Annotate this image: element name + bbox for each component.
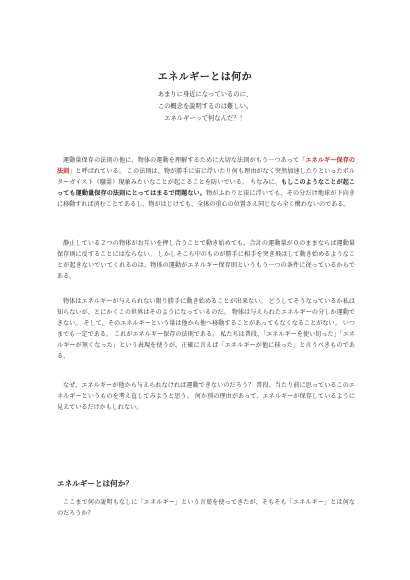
bold-statement: もしこのようなことが起こっても運動量保存の法則にとってはまるで問題ない。 <box>57 179 355 198</box>
highlight-term: エネルギー保存の法則 <box>57 157 355 176</box>
paragraph-text: 静止している２つの物体がお互いを押し合うことで動き始めても、合計の運動量が０のままならば運動量保存則に反することにはならない。 しかしそこら中のものが勝手に相手を突き飛ばして動き始めるようなことが起きないでいてくれるのは、物体の運動がエネルギー保存則というもう一つの条件に従っているからである。 <box>57 240 355 281</box>
paragraph-text: なぜ、エネルギーが他から与えられなければ運動できないのだろう？ 普段、当たり前に思っているこのエネルギーというものを考え直してみようと思う。 何か別の理由があって、エネルギーが保存しているように見えているだけかもしれない。 <box>57 382 355 412</box>
paragraph-2 <box>57 238 355 282</box>
section-heading: エネルギーとは何か？ <box>57 479 133 488</box>
intro-line: エネルギーって何なんだ？！ <box>164 115 246 122</box>
paragraph-5 <box>57 497 355 519</box>
paragraph-4 <box>57 380 355 413</box>
paragraph-3 <box>57 296 355 363</box>
intro-block <box>0 89 410 125</box>
page-title: エネルギーとは何か <box>157 72 253 83</box>
paragraph-1 <box>57 155 355 210</box>
paragraph-text: 」と呼ばれている。 この法則は、物が勝手に宙に浮いたり何も理由がなく突然加速したりといったポルターガイスト（騒霊）現象みたいなことが起こることを防いでいる。 ちなみに、 <box>57 168 356 187</box>
intro-line: あまりに身近になっているのに、 <box>157 91 253 98</box>
paragraph-text: 運動量保存の法則の他に、物体の運動を理解するために大切な法則がもう一つあって「 <box>63 157 306 164</box>
intro-line: この概念を説明するのは難しい。 <box>157 103 253 110</box>
paragraph-text: 物体はエネルギーが与えられない限り勝手に動き始めることが出来ない。 どうしてそうなっているか私は知らないが、とにかくこの世界はそのようになっているのだ。 物体は与えられたエネルギーの分しか運動できない。 そして、そのエネルギーという量は他から他へ移動することがあってもなくなることがない。 いつまでも一定である。 これがエネルギー保存の法則である。 私たちは普段、「エネルギーを使い切った」「エネルギーが無くなった」という表現を使うが、正確に言えば「エネルギーが他に移った」と言うべきものである。 <box>57 298 355 361</box>
paragraph-text: ここまで何の説明もなしに「エネルギー」という言葉を使ってきたが、そもそも「エネルギー」とは何なのだろうか？ <box>57 499 355 518</box>
paragraph-text: 物がふわりと宙に浮いても、その分だけ地球が下向きに移動すれば済むことであるし、物がはじけても、全体の重心の位置さえ同じなら全く構わないのである。 <box>57 190 355 209</box>
